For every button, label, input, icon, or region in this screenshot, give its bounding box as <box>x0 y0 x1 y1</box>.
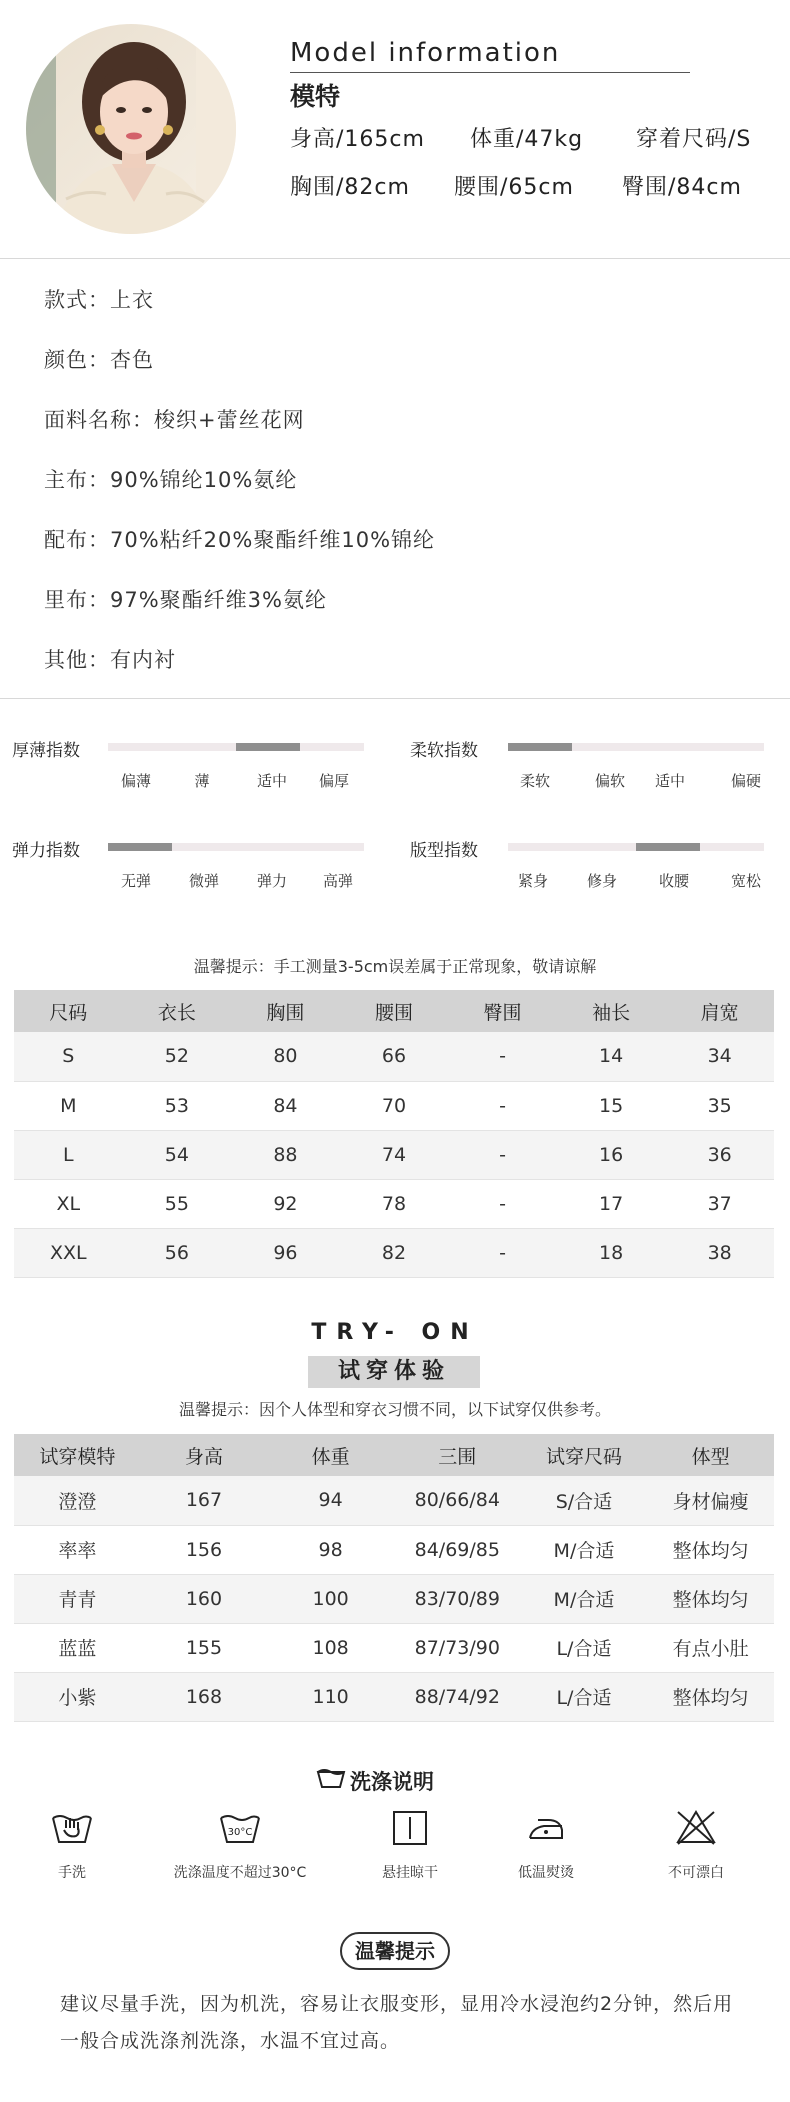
table-cell: 84 <box>231 1081 340 1130</box>
hand-wash-icon <box>50 1808 94 1848</box>
index-label: 无弹 <box>120 872 151 890</box>
col-header: 衣长 <box>123 990 232 1032</box>
model-photo <box>26 24 236 234</box>
table-cell: 小紫 <box>14 1672 141 1721</box>
index-label: 收腰 <box>658 872 689 890</box>
table-cell: M/合适 <box>521 1525 648 1574</box>
model-weight: 体重/47kg <box>470 127 584 152</box>
table-cell: 108 <box>267 1623 394 1672</box>
table-row <box>14 1672 774 1721</box>
table-cell: L/合适 <box>521 1672 648 1721</box>
table-cell: M <box>14 1081 123 1130</box>
table-cell: 18 <box>557 1228 666 1277</box>
table-cell: 34 <box>665 1032 774 1081</box>
table-row <box>14 1228 774 1277</box>
col-header: 胸围 <box>231 990 340 1032</box>
table-cell: 整体均匀 <box>647 1574 774 1623</box>
index-fill <box>636 843 700 851</box>
table-cell: L/合适 <box>521 1623 648 1672</box>
index-label: 修身 <box>586 872 617 890</box>
table-cell: L <box>14 1130 123 1179</box>
tips-title: 温馨提示 <box>340 1932 450 1970</box>
table-cell: 88 <box>231 1130 340 1179</box>
table-row <box>14 1476 774 1525</box>
model-height: 身高/165cm <box>290 127 425 152</box>
low-iron-icon <box>524 1808 568 1848</box>
index-label: 弹力 <box>256 872 287 890</box>
table-cell: 36 <box>665 1130 774 1179</box>
table-cell: 83/70/89 <box>394 1574 521 1623</box>
washtub-icon <box>316 1766 346 1790</box>
index-fill <box>108 843 172 851</box>
col-header: 腰围 <box>340 990 449 1032</box>
index-label: 柔软 <box>519 772 550 790</box>
table-row <box>14 1623 774 1672</box>
table-cell: - <box>448 1032 557 1081</box>
table-row <box>14 1032 774 1081</box>
index-track <box>508 843 764 851</box>
divider <box>0 698 790 699</box>
model-bust: 胸围/82cm <box>290 175 410 200</box>
title-underline <box>290 72 690 73</box>
tryon-note: 温馨提示：因个人体型和穿衣习惯不同，以下试穿仅供参考。 <box>178 1400 611 1419</box>
attr-main-fabric: 主布：90%锦纶10%氨纶 <box>44 468 298 492</box>
wash-item <box>160 1808 320 1882</box>
table-cell: 84/69/85 <box>394 1525 521 1574</box>
size-table <box>14 990 774 1278</box>
table-row <box>14 1179 774 1228</box>
table-cell: 整体均匀 <box>647 1672 774 1721</box>
index-title: 柔软指数 <box>410 741 478 761</box>
index-title: 版型指数 <box>410 841 478 861</box>
table-row <box>14 1081 774 1130</box>
attr-style: 款式：上衣 <box>44 288 154 312</box>
table-cell: 167 <box>141 1476 268 1525</box>
col-header: 尺码 <box>14 990 123 1032</box>
table-cell: S/合适 <box>521 1476 648 1525</box>
wash-label: 低温熨烫 <box>518 1865 574 1881</box>
tryon-title-en: TRY- ON <box>311 1320 479 1345</box>
table-cell: 37 <box>665 1179 774 1228</box>
wash-item <box>0 1808 152 1882</box>
index-title: 厚薄指数 <box>12 741 80 761</box>
table-row <box>14 1525 774 1574</box>
table-cell: 54 <box>123 1130 232 1179</box>
table-cell: 78 <box>340 1179 449 1228</box>
wash-label: 洗涤温度不超过30°C <box>173 1865 307 1881</box>
index-label: 高弹 <box>322 872 353 890</box>
table-cell: 80/66/84 <box>394 1476 521 1525</box>
attr-fabric: 面料名称：梭织+蕾丝花网 <box>44 408 305 432</box>
tryon-title-cn: 试穿体验 <box>308 1356 480 1388</box>
wash-label: 不可漂白 <box>668 1865 724 1881</box>
table-row <box>14 1574 774 1623</box>
table-cell: 青青 <box>14 1574 141 1623</box>
index-label: 宽松 <box>730 872 761 890</box>
index-label: 偏厚 <box>318 772 349 790</box>
index-label: 适中 <box>256 772 287 790</box>
index-label: 偏硬 <box>730 772 761 790</box>
table-cell: 87/73/90 <box>394 1623 521 1672</box>
index-fill <box>236 743 300 751</box>
attr-secondary-fabric: 配布：70%粘纤20%聚酯纤维10%锦纶 <box>44 528 436 552</box>
index-label: 适中 <box>654 772 685 790</box>
table-cell: - <box>448 1130 557 1179</box>
col-header: 体重 <box>267 1434 394 1476</box>
model-hip: 臀围/84cm <box>622 175 742 200</box>
attr-color: 颜色：杏色 <box>44 348 154 372</box>
index-label: 薄 <box>194 772 210 790</box>
table-cell: 92 <box>231 1179 340 1228</box>
model-waist: 腰围/65cm <box>454 175 574 200</box>
index-title: 弹力指数 <box>12 841 80 861</box>
col-header: 袖长 <box>557 990 666 1032</box>
wash-item <box>616 1808 776 1882</box>
table-cell: 56 <box>123 1228 232 1277</box>
table-cell: 蓝蓝 <box>14 1623 141 1672</box>
index-track <box>508 743 764 751</box>
table-cell: XL <box>14 1179 123 1228</box>
table-cell: - <box>448 1228 557 1277</box>
wash-label: 悬挂晾干 <box>382 1865 438 1881</box>
table-cell: 身材偏瘦 <box>647 1476 774 1525</box>
index-fill <box>508 743 572 751</box>
index-label: 偏软 <box>594 772 625 790</box>
table-cell: 96 <box>231 1228 340 1277</box>
table-cell: 70 <box>340 1081 449 1130</box>
model-info-subtitle: 模特 <box>290 82 341 111</box>
table-cell: 53 <box>123 1081 232 1130</box>
model-info-header <box>0 0 790 258</box>
col-header: 试穿模特 <box>14 1434 141 1476</box>
table-cell: 澄澄 <box>14 1476 141 1525</box>
col-header: 肩宽 <box>665 990 774 1032</box>
attr-other: 其他：有内衬 <box>44 648 176 672</box>
model-info-title: Model information <box>290 38 561 68</box>
table-cell: 168 <box>141 1672 268 1721</box>
table-cell: 35 <box>665 1081 774 1130</box>
index-track <box>108 743 364 751</box>
table-cell: 17 <box>557 1179 666 1228</box>
col-header: 臀围 <box>448 990 557 1032</box>
table-cell: 55 <box>123 1179 232 1228</box>
table-cell: 94 <box>267 1476 394 1525</box>
table-cell: 88/74/92 <box>394 1672 521 1721</box>
table-cell: 74 <box>340 1130 449 1179</box>
tryon-table <box>14 1434 774 1722</box>
table-cell: 160 <box>141 1574 268 1623</box>
index-label: 紧身 <box>517 872 548 890</box>
col-header: 身高 <box>141 1434 268 1476</box>
table-cell: M/合适 <box>521 1574 648 1623</box>
table-header-row <box>14 990 774 1032</box>
attr-lining: 里布：97%聚酯纤维3%氨纶 <box>44 588 327 612</box>
index-label: 微弹 <box>188 872 219 890</box>
col-header: 三围 <box>394 1434 521 1476</box>
table-cell: XXL <box>14 1228 123 1277</box>
divider <box>0 258 790 259</box>
table-cell: 有点小肚 <box>647 1623 774 1672</box>
table-cell: 14 <box>557 1032 666 1081</box>
table-cell: 38 <box>665 1228 774 1277</box>
index-track <box>108 843 364 851</box>
table-cell: 156 <box>141 1525 268 1574</box>
table-cell: 16 <box>557 1130 666 1179</box>
size-table-note: 温馨提示：手工测量3-5cm误差属于正常现象，敬请谅解 <box>193 957 597 976</box>
table-cell: 15 <box>557 1081 666 1130</box>
table-row <box>14 1130 774 1179</box>
table-cell: 整体均匀 <box>647 1525 774 1574</box>
wash-label: 手洗 <box>58 1865 86 1881</box>
hang-dry-icon <box>388 1808 432 1848</box>
col-header: 试穿尺码 <box>521 1434 648 1476</box>
table-header-row <box>14 1434 774 1476</box>
model-avatar <box>26 24 236 234</box>
table-cell: 98 <box>267 1525 394 1574</box>
index-label: 偏薄 <box>120 772 151 790</box>
model-size: 穿着尺码/S <box>636 127 752 152</box>
table-cell: S <box>14 1032 123 1081</box>
table-cell: 100 <box>267 1574 394 1623</box>
table-cell: 52 <box>123 1032 232 1081</box>
no-bleach-icon <box>674 1808 718 1848</box>
wash-item <box>466 1808 626 1882</box>
wash-temp-text: 30°C <box>227 1827 253 1838</box>
wash-30c-icon <box>218 1808 262 1848</box>
table-cell: 率率 <box>14 1525 141 1574</box>
table-cell: 82 <box>340 1228 449 1277</box>
table-cell: 66 <box>340 1032 449 1081</box>
table-cell: 80 <box>231 1032 340 1081</box>
table-cell: 110 <box>267 1672 394 1721</box>
table-cell: 155 <box>141 1623 268 1672</box>
col-header: 体型 <box>647 1434 774 1476</box>
tips-text: 建议尽量手洗，因为机洗，容易让衣服变形，显用冷水浸泡约2分钟，然后用一般合成洗涤剂洗涤，水温不宜过高。 <box>60 1993 734 2052</box>
table-cell: - <box>448 1081 557 1130</box>
washing-title: 洗涤说明 <box>350 1770 434 1794</box>
table-cell: - <box>448 1179 557 1228</box>
